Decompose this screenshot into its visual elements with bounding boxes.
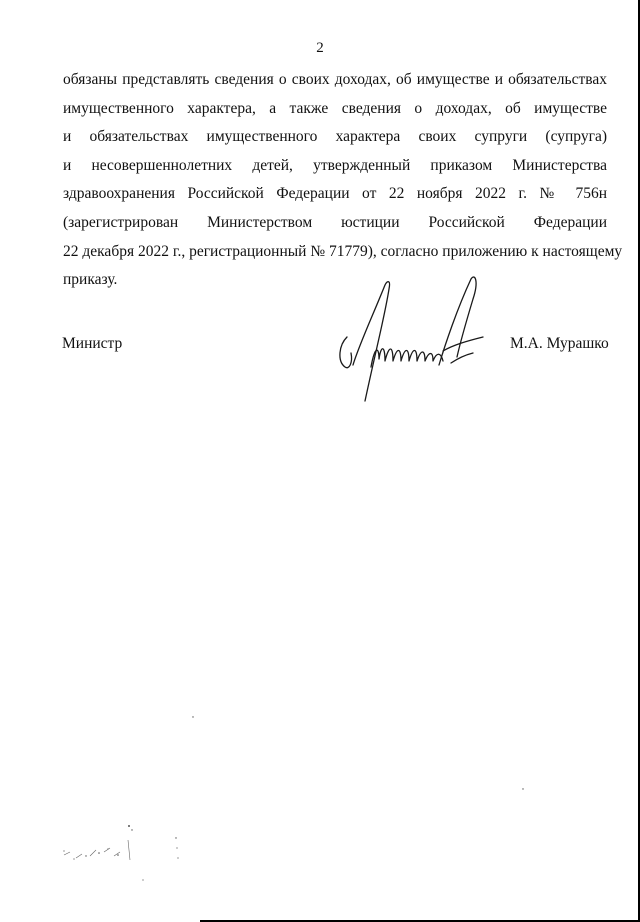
paragraph-line: здравоохранения Российской Федерации от 22 ноября 2022 г. № 756н [63, 185, 607, 203]
page-number: 2 [316, 40, 324, 56]
minister-title: Министр [62, 335, 123, 352]
paragraph-line: имущественного характера, а также сведения о доходах, об имуществе [63, 99, 607, 117]
minister-name: М.А. Мурашко [510, 335, 609, 352]
paragraph-line: приказу. [63, 271, 118, 289]
paragraph-line: (зарегистрирован Министерством юстиции Российской Федерации [63, 213, 607, 231]
paragraph-line: 22 декабря 2022 г., регистрационный № 71779), согласно приложению к настоящему [63, 242, 623, 260]
paragraph-line: и обязательствах имущественного характера своих супруги (супруга) [63, 128, 607, 146]
paragraph-line: и несовершеннолетних детей, утвержденный приказом Министерства [63, 156, 607, 174]
paragraph-line: обязаны представлять сведения о своих доходах, об имуществе и обязательствах [63, 71, 607, 88]
